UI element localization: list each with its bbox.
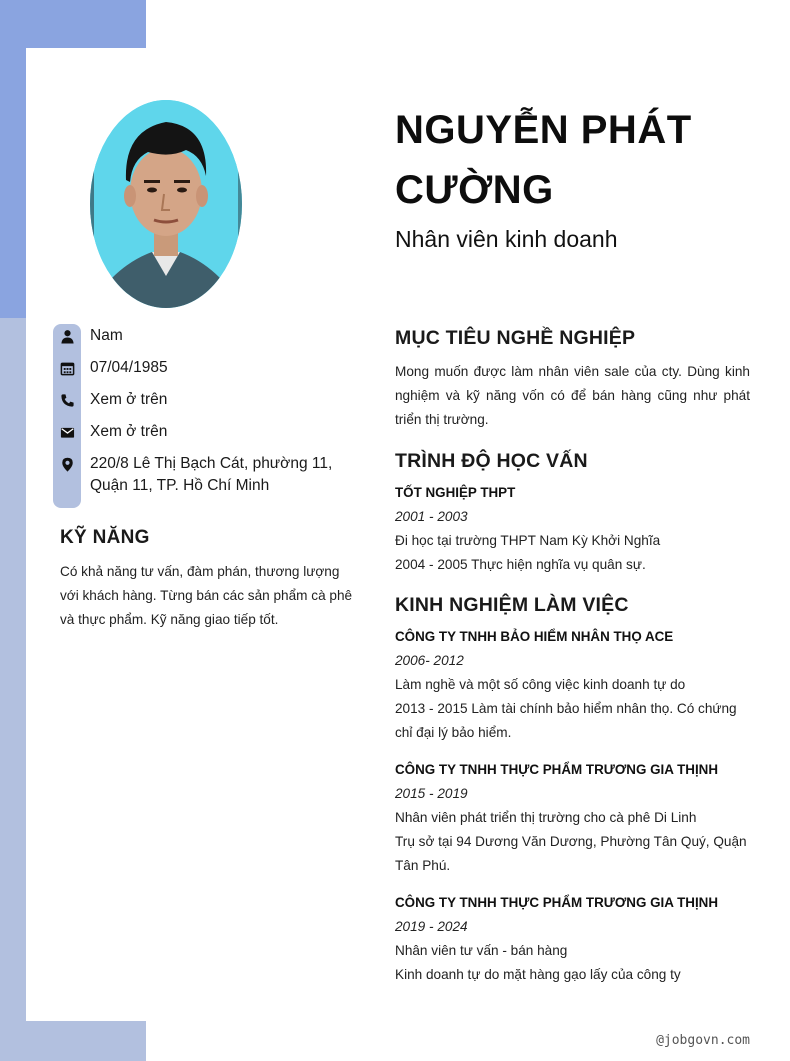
education-entry	[395, 481, 753, 577]
footer-watermark: @jobgovn.com	[656, 1033, 750, 1048]
experience-company: CÔNG TY TNHH BẢO HIỂM NHÂN THỌ ACE	[395, 629, 674, 644]
education-heading: TRÌNH ĐỘ HỌC VẤN	[395, 450, 588, 472]
experience-years: 2019 - 2024	[395, 919, 468, 934]
contact-gender	[53, 325, 353, 347]
location-pin-icon	[53, 453, 81, 475]
experience-years: 2006- 2012	[395, 653, 464, 668]
candidate-name: NGUYỄN PHÁT CƯỜNG	[395, 108, 692, 212]
education-years: 2001 - 2003	[395, 509, 468, 524]
mail-icon	[53, 421, 81, 443]
education-line: Đi học tại trường THPT Nam Kỳ Khởi Nghĩa	[395, 533, 661, 548]
calendar-icon	[53, 357, 81, 379]
contact-address	[53, 453, 343, 497]
skills-text: Có khả năng tư vấn, đàm phán, thương lượng với khách hàng. Từng bán các sản phẩm cà phê và thực phẩm. Kỹ năng giao tiếp tốt.	[60, 564, 353, 627]
phone-icon	[53, 389, 81, 411]
decor-strip-left	[0, 318, 26, 1061]
objective-text: Mong muốn được làm nhân viên sale của cty. Dùng kinh nghiệm và kỹ năng vốn có để bán hàng cũng như phát triển thị trường.	[395, 364, 750, 427]
experience-company: CÔNG TY TNHH THỰC PHẨM TRƯƠNG GIA THỊNH	[395, 762, 719, 777]
phone-value: Xem ở trên	[90, 391, 168, 408]
skills-heading: KỸ NĂNG	[60, 527, 150, 548]
decor-block-bottom	[26, 1021, 146, 1061]
experience-company: CÔNG TY TNHH THỰC PHẨM TRƯƠNG GIA THỊNH	[395, 895, 719, 910]
experience-line: Làm nghề và một số công việc kinh doanh tự do	[395, 677, 686, 692]
profile-photo	[90, 100, 242, 308]
experience-line: Nhân viên tư vấn - bán hàng	[395, 943, 568, 958]
experience-line: Kinh doanh tự do mặt hàng gạo lấy của công ty	[395, 967, 681, 982]
experience-line: Trụ sở tại 94 Dương Văn Dương, Phường Tân Quý, Quận Tân Phú.	[395, 834, 747, 873]
contact-phone	[53, 389, 353, 411]
education-line: 2004 - 2005 Thực hiện nghĩa vụ quân sự.	[395, 557, 646, 572]
education-school: TỐT NGHIỆP THPT	[395, 485, 516, 500]
objective-heading: MỤC TIÊU NGHỀ NGHIỆP	[395, 327, 636, 349]
gender-value: Nam	[90, 327, 123, 344]
person-icon	[53, 325, 81, 347]
experience-line: 2013 - 2015 Làm tài chính bảo hiểm nhân thọ. Có chứng chỉ đại lý bảo hiểm.	[395, 701, 737, 740]
experience-entry	[395, 758, 753, 878]
experience-entry	[395, 625, 753, 745]
experience-entry	[395, 891, 753, 987]
experience-years: 2015 - 2019	[395, 786, 468, 801]
contact-email	[53, 421, 353, 443]
experience-heading: KINH NGHIỆM LÀM VIỆC	[395, 594, 629, 616]
contact-birthdate	[53, 357, 353, 379]
experience-line: Nhân viên phát triển thị trường cho cà phê Di Linh	[395, 810, 697, 825]
email-value: Xem ở trên	[90, 423, 168, 440]
address-value: 220/8 Lê Thị Bạch Cát, phường 11, Quận 11, TP. Hồ Chí Minh	[90, 455, 333, 494]
birthdate-value: 07/04/1985	[90, 359, 168, 376]
candidate-role: Nhân viên kinh doanh	[395, 226, 618, 252]
